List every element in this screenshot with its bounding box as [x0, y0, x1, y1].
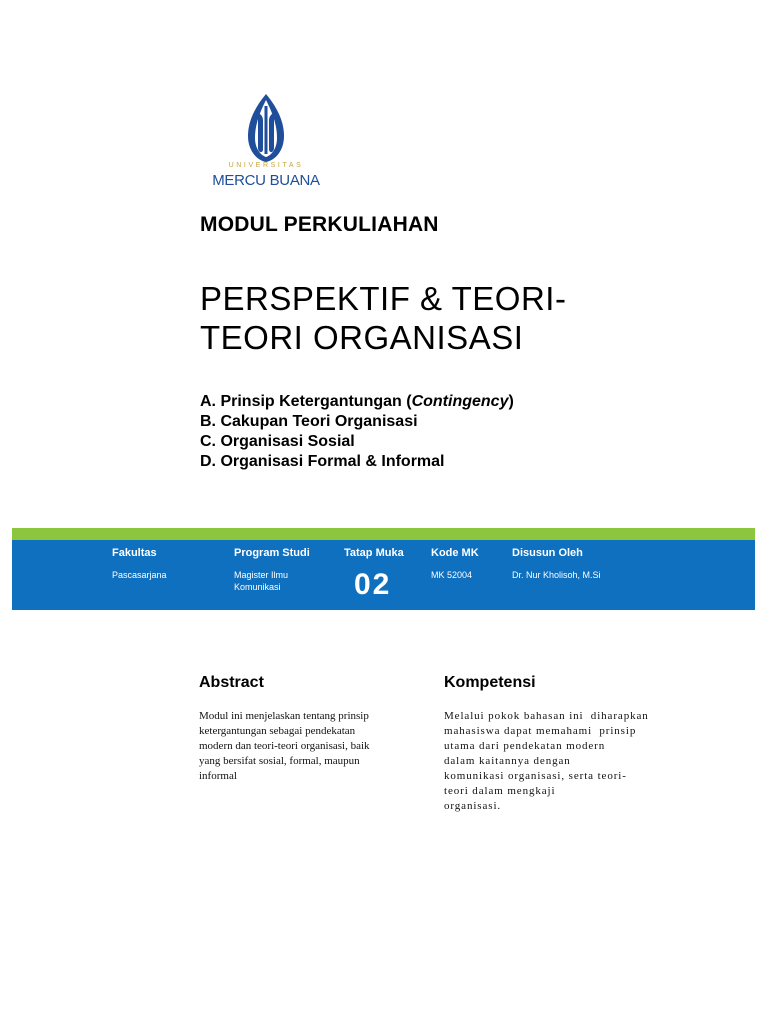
kode-mk-label: Kode MK: [431, 547, 479, 559]
logo-university-text: UNIVERSITAS: [228, 162, 304, 169]
abstract-line: modern dan teori-teori organisasi, baik: [199, 740, 370, 752]
topic-item-b: B. Cakupan Teori Organisasi: [200, 413, 418, 430]
kompetensi-line: organisasi.: [444, 800, 502, 812]
kompetensi-heading: Kompetensi: [444, 674, 536, 691]
tatap-muka-value: 02: [354, 568, 392, 601]
kode-mk-value: MK 52004: [431, 570, 473, 580]
topic-list: [200, 392, 514, 472]
abstract-body: [199, 709, 414, 784]
tatap-muka-label: Tatap Muka: [344, 547, 404, 559]
abstract-line: informal: [199, 770, 237, 782]
abstract-heading: Abstract: [199, 674, 264, 691]
topic-item-c: C. Organisasi Sosial: [200, 433, 355, 450]
program-studi-value: [234, 569, 288, 593]
fakultas-value: Pascasarjana: [112, 570, 167, 580]
abstract-line: Modul ini menjelaskan tentang prinsip: [199, 710, 369, 722]
abstract-line: yang bersifat sosial, formal, maupun: [199, 755, 360, 767]
university-logo: [198, 88, 334, 196]
course-info-band: [12, 540, 755, 610]
kompetensi-line: Melalui pokok bahasan ini diharapkan: [444, 710, 649, 722]
fakultas-label: Fakultas: [112, 547, 157, 559]
disusun-oleh-label: Disusun Oleh: [512, 547, 583, 559]
disusun-oleh-value: Dr. Nur Kholisoh, M.Si: [512, 570, 601, 580]
modul-label: MODUL PERKULIAHAN: [200, 213, 439, 236]
kompetensi-body: [444, 709, 694, 814]
kompetensi-line: mahasiswa dapat memahami prinsip: [444, 725, 637, 737]
topic-item-d: D. Organisasi Formal & Informal: [200, 453, 445, 470]
program-studi-value-line2: Komunikasi: [234, 582, 281, 592]
mercu-buana-emblem-icon: [244, 92, 288, 164]
topic-a-prefix: A. Prinsip Ketergantungan (: [200, 393, 412, 410]
abstract-line: ketergantungan sebagai pendekatan: [199, 725, 356, 737]
kompetensi-line: utama dari pendekatan modern: [444, 740, 606, 752]
topic-a-suffix: ): [508, 393, 514, 410]
page-title: [200, 279, 640, 357]
title-line-1: PERSPEKTIF & TEORI-: [200, 280, 567, 317]
kompetensi-line: teori dalam mengkaji: [444, 785, 556, 797]
kompetensi-line: dalam kaitannya dengan: [444, 755, 571, 767]
program-studi-value-line1: Magister Ilmu: [234, 570, 289, 580]
kompetensi-line: komunikasi organisasi, serta teori-: [444, 770, 627, 782]
logo-name-text: MERCU BUANA: [212, 172, 320, 189]
title-line-2: TEORI ORGANISASI: [200, 319, 524, 356]
topic-a-italic: Contingency: [411, 393, 509, 410]
program-studi-label: Program Studi: [234, 547, 310, 559]
topic-item-a: [200, 392, 514, 412]
green-accent-bar: [12, 528, 755, 540]
